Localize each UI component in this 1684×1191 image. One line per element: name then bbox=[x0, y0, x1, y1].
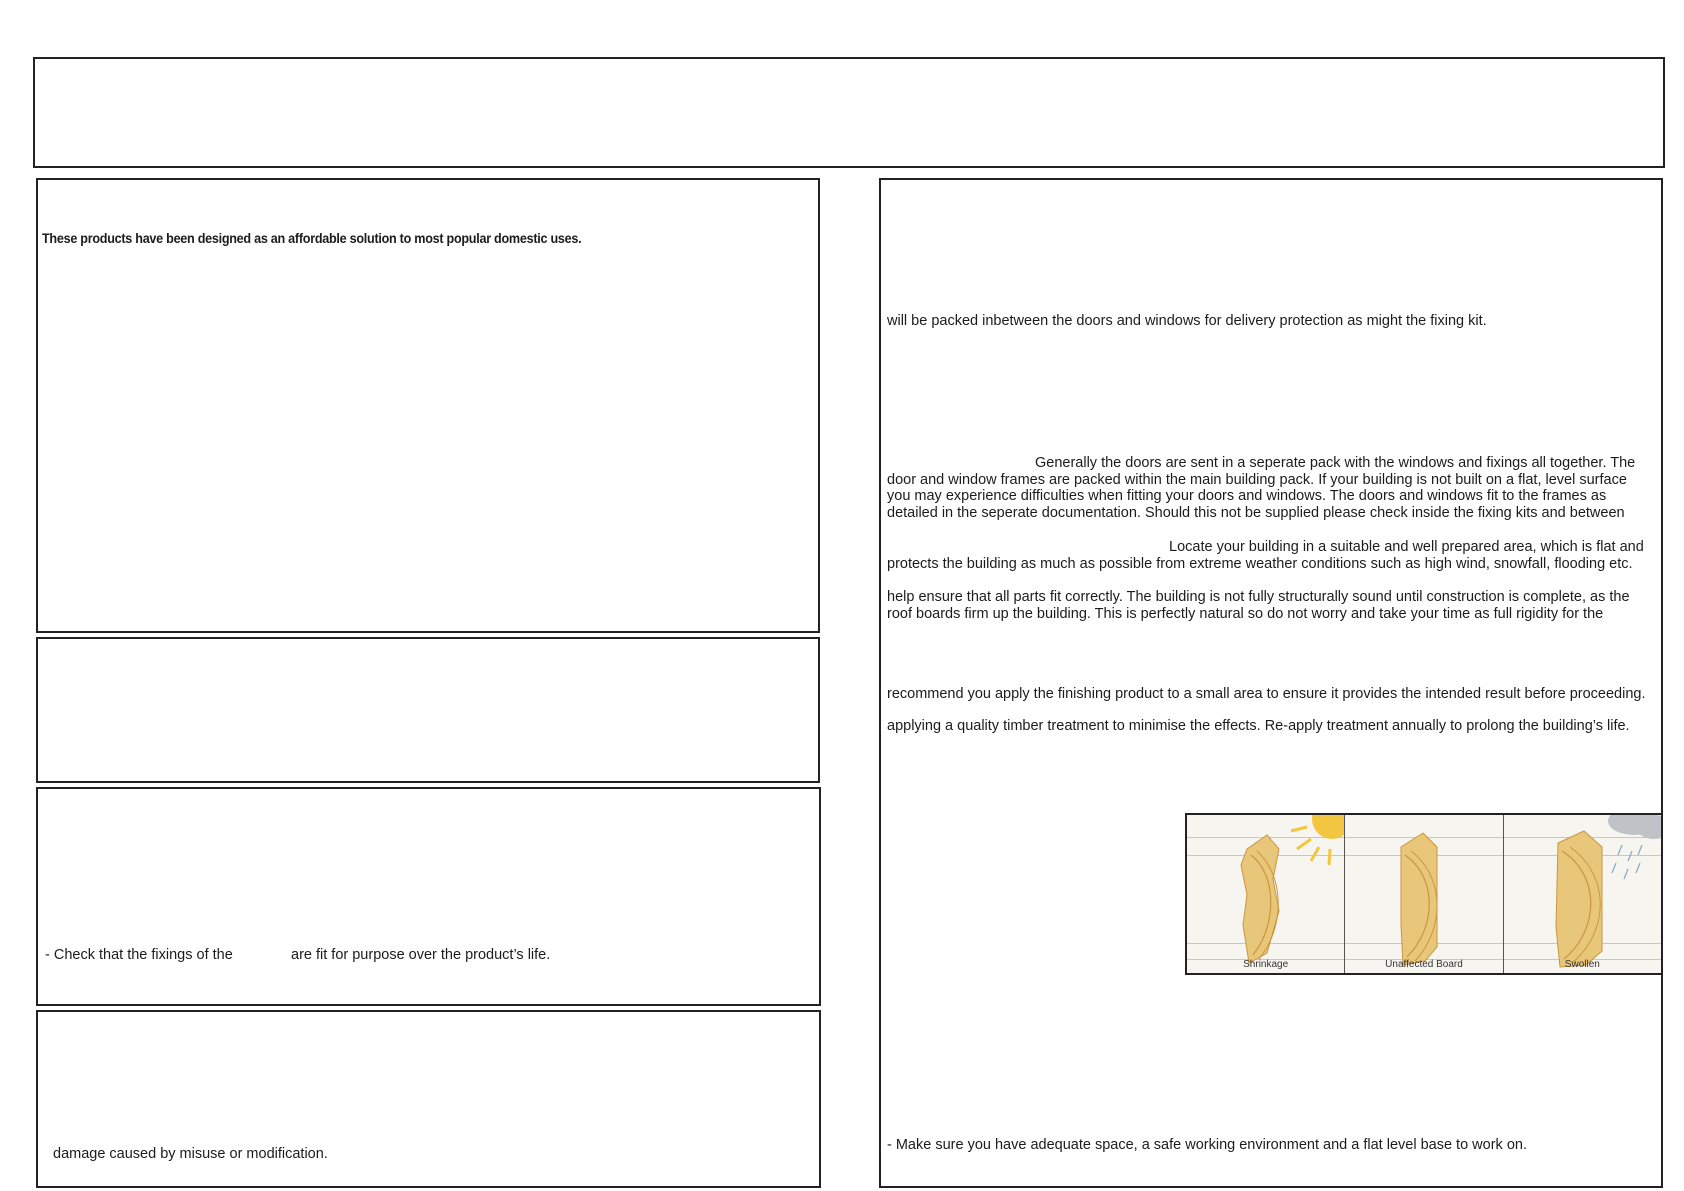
shrunk-board-icon bbox=[1187, 815, 1345, 973]
timber-movement-figure bbox=[1185, 813, 1663, 975]
location-paragraph bbox=[887, 539, 1644, 572]
shrinkage-panel bbox=[1187, 815, 1345, 973]
finish-note: recommend you apply the finishing product to a small area to ensure it provides the intended result before proceeding. bbox=[887, 686, 1646, 702]
packing-note: will be packed inbetween the doors and windows for delivery protection as might the fixing kit. bbox=[887, 313, 1487, 329]
shrinkage-caption: Shrinkage bbox=[1243, 959, 1289, 970]
swollen-panel bbox=[1504, 815, 1661, 973]
doors-line-4: detailed in the seperate documentation. Should this not be supplied please check inside the fixing kits and between bbox=[887, 504, 1625, 521]
unaffected-caption: Unaffected Board bbox=[1385, 959, 1463, 970]
fixings-note-end: are fit for purpose over the product’s life. bbox=[291, 947, 551, 963]
doors-line-2: door and window frames are packed within the main building pack. If your building is not built on a flat, level surface bbox=[887, 471, 1627, 488]
treatment-note: applying a quality timber treatment to minimise the effects. Re-apply treatment annually to prolong the building’s life. bbox=[887, 718, 1630, 734]
structure-line-1: help ensure that all parts fit correctly. The building is not fully structurally sound until construction is complete, as the bbox=[887, 589, 1630, 605]
structure-line-2: roof boards firm up the building. This is perfectly natural so do not worry and take your time as full rigidity for the bbox=[887, 605, 1604, 622]
fixings-box bbox=[36, 787, 821, 1006]
fixings-note: - Check that the fixings of the bbox=[45, 947, 233, 963]
intro-text: These products have been designed as an affordable solution to most popular domestic uses. bbox=[42, 230, 582, 246]
header-box bbox=[33, 57, 1665, 168]
unaffected-board-icon bbox=[1345, 815, 1503, 973]
structure-paragraph bbox=[887, 589, 1630, 622]
swollen-caption: Swollen bbox=[1564, 959, 1600, 970]
warranty-note: damage caused by misuse or modification. bbox=[53, 1146, 328, 1162]
space-note: - Make sure you have adequate space, a safe working environment and a flat level base to work on. bbox=[887, 1137, 1527, 1153]
unaffected-panel bbox=[1345, 815, 1503, 973]
doors-line-1: Generally the doors are sent in a seperate pack with the windows and fixings all together. The bbox=[1035, 455, 1636, 471]
location-line-2: protects the building as much as possible from extreme weather conditions such as high wind, snowfall, flooding etc. bbox=[887, 555, 1633, 572]
swollen-board-icon bbox=[1504, 815, 1661, 973]
doors-paragraph bbox=[887, 455, 1635, 521]
info-box-2 bbox=[36, 637, 820, 783]
location-line-1: Locate your building in a suitable and well prepared area, which is flat and bbox=[1169, 539, 1644, 555]
doors-line-3: you may experience difficulties when fitting your doors and windows. The doors and windows fit to the frames as bbox=[887, 488, 1607, 504]
